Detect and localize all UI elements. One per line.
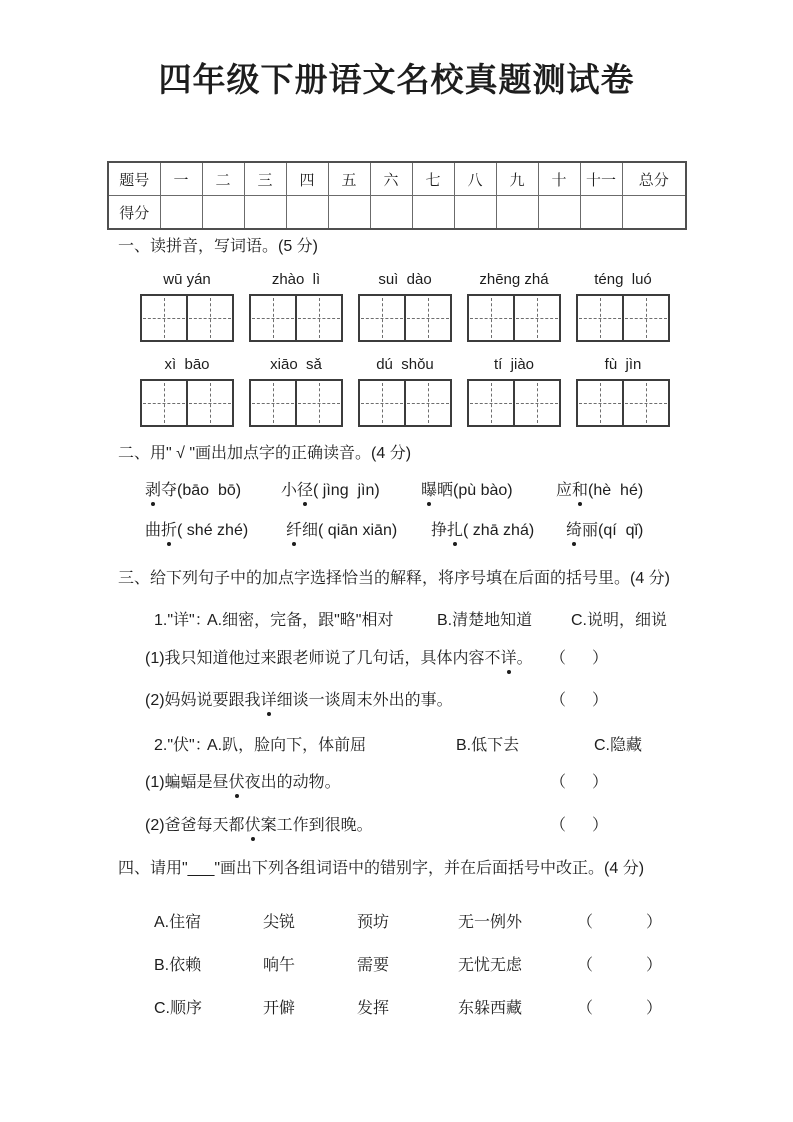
word: 开僻 [263, 1000, 296, 1017]
pronunciation-item [566, 521, 643, 541]
score-input-cell [454, 196, 496, 230]
text-segment: 细谈一谈周末外出的事。 [276, 692, 453, 709]
score-input-cell [202, 196, 244, 230]
answer-bracket-open: （ [577, 957, 594, 974]
writing-grid-box [249, 294, 343, 342]
writing-grid-cell [622, 381, 668, 425]
writing-grid-box [467, 294, 561, 342]
score-input-cell [328, 196, 370, 230]
writing-grid-box [140, 294, 234, 342]
section4-heading: 四、请用"___"画出下列各组词语中的错别字，并在后面括号中改正。(4 分) [118, 860, 645, 877]
score-input-cell [286, 196, 328, 230]
pinyin-word: téng luó [594, 271, 652, 288]
score-table-cell: 十一 [580, 162, 622, 196]
score-table-cell: 十 [538, 162, 580, 196]
pinyin-word: tí jiào [493, 356, 535, 373]
score-table-cell: 五 [328, 162, 370, 196]
text-segment: 夺 [161, 482, 178, 499]
word: 东躲西藏 [458, 1000, 523, 1017]
pronunciation-item [281, 481, 380, 501]
writing-grid-cell [142, 381, 186, 425]
answer-bracket-open: （ [550, 774, 567, 791]
reading-options: ( jìng jìn) [313, 482, 380, 499]
sentence [145, 816, 373, 836]
answer-bracket-open: （ [550, 650, 567, 667]
writing-grid-cell [360, 381, 404, 425]
writing-grid-cell [360, 296, 404, 340]
group1-option-a: A.细密，完备，跟"略"相对 [207, 612, 394, 629]
writing-grid-cell [251, 296, 295, 340]
score-input-cell [412, 196, 454, 230]
writing-grid-box [576, 294, 670, 342]
writing-grid-box [358, 379, 452, 427]
word-group-label: C.顺序 [154, 1000, 203, 1017]
writing-grid-cell [622, 296, 668, 340]
writing-grid-cell [513, 296, 559, 340]
text-segment: 细 [302, 522, 319, 539]
writing-grid-box [358, 294, 452, 342]
group1-option-c: C.说明，细说 [571, 612, 668, 629]
section1-heading: 一、读拼音，写词语。(5 分) [118, 238, 319, 255]
pronunciation-item [286, 521, 397, 541]
writing-grid-cell [186, 296, 232, 340]
score-input-cell [538, 196, 580, 230]
answer-bracket-open: （ [550, 817, 567, 834]
pronunciation-item [556, 481, 643, 501]
answer-bracket-open: （ [577, 1000, 594, 1017]
writing-grid-cell [469, 296, 513, 340]
reading-options: (hè hé) [588, 482, 644, 499]
score-input-cell [160, 196, 202, 230]
text-segment: 晒 [437, 482, 454, 499]
section2-heading: 二、用" √ "画出加点字的正确读音。(4 分) [118, 445, 412, 462]
score-table-cell: 二 [202, 162, 244, 196]
word: 无一例外 [458, 914, 523, 931]
score-input-cell [580, 196, 622, 230]
reading-options: (bāo bō) [177, 482, 242, 499]
answer-bracket-open: （ [577, 914, 594, 931]
score-table-cell: 九 [496, 162, 538, 196]
word-group-label: A.住宿 [154, 914, 202, 931]
writing-grid-cell [513, 381, 559, 425]
answer-bracket-close: ） [592, 817, 609, 834]
dotted-char: 径 [297, 482, 314, 499]
writing-grid-cell [295, 381, 341, 425]
pinyin-word: dú shǒu [376, 356, 434, 373]
word: 需要 [357, 957, 390, 974]
writing-grid-cell [469, 381, 513, 425]
sentence [145, 649, 533, 669]
writing-grid-box [140, 379, 234, 427]
group2-option-b: B.低下去 [456, 737, 520, 754]
dotted-char: 曝 [421, 482, 438, 499]
dotted-char: 纤 [286, 522, 303, 539]
pinyin-row-2 [140, 356, 670, 373]
pinyin-word: xiāo sǎ [270, 356, 322, 373]
score-table-cell: 得分 [108, 196, 160, 230]
score-table-cell: 题号 [108, 162, 160, 196]
writing-grid-cell [251, 381, 295, 425]
score-input-cell [244, 196, 286, 230]
word: 响午 [263, 957, 296, 974]
word: 尖锐 [263, 914, 296, 931]
pronunciation-item [421, 481, 513, 501]
text-segment: (2)爸爸每天都 [145, 817, 245, 834]
writing-grid-cell [186, 381, 232, 425]
answer-bracket-close: ） [646, 914, 663, 931]
pinyin-word: xì bāo [164, 356, 210, 373]
sentence [145, 773, 341, 793]
reading-options: (pù bào) [453, 482, 513, 499]
dotted-char: 详 [260, 692, 277, 709]
writing-grid-row-2 [140, 379, 670, 427]
group1-prompt: 1."详"： [154, 612, 211, 629]
text-segment: 案工作到很晚。 [260, 817, 373, 834]
writing-grid-cell [404, 381, 450, 425]
group2-prompt: 2."伏"： [154, 737, 211, 754]
pinyin-row-1 [140, 271, 670, 288]
answer-bracket-close: ） [592, 774, 609, 791]
sentence [145, 691, 453, 711]
writing-grid-cell [142, 296, 186, 340]
text-segment: (1)蝙蝠是昼 [145, 774, 229, 791]
score-table [107, 161, 687, 230]
dotted-char: 伏 [244, 817, 261, 834]
word: 发挥 [357, 1000, 390, 1017]
reading-options: (qí qǐ) [598, 522, 644, 539]
score-table-score-row [108, 196, 686, 230]
dotted-char: 伏 [228, 774, 245, 791]
dotted-char: 折 [161, 522, 178, 539]
dotted-char: 和 [572, 482, 589, 499]
answer-bracket-close: ） [646, 1000, 663, 1017]
text-segment: 应 [556, 482, 573, 499]
reading-options: ( shé zhé) [177, 522, 249, 539]
group1-option-b: B.清楚地知道 [437, 612, 533, 629]
word-group-label: B.依赖 [154, 957, 202, 974]
pronunciation-item [431, 521, 534, 541]
pinyin-word: zhēng zhá [479, 271, 549, 288]
text-segment: 丽 [582, 522, 599, 539]
text-segment: 挣 [431, 522, 448, 539]
score-table-cell: 六 [370, 162, 412, 196]
writing-grid-cell [578, 381, 622, 425]
score-input-cell [370, 196, 412, 230]
writing-grid-cell [578, 296, 622, 340]
dotted-char: 剥 [145, 482, 162, 499]
text-segment: 。 [516, 650, 533, 667]
score-input-cell [496, 196, 538, 230]
writing-grid-row-1 [140, 294, 670, 342]
reading-options: ( zhā zhá) [463, 522, 535, 539]
answer-bracket-close: ） [646, 957, 663, 974]
text-segment: 小 [281, 482, 298, 499]
word: 无忧无虑 [458, 957, 523, 974]
score-table-cell: 三 [244, 162, 286, 196]
answer-bracket-close: ） [592, 692, 609, 709]
group2-option-a: A.趴，脸向下，体前屈 [207, 737, 367, 754]
text-segment: (2)妈妈说要跟我 [145, 692, 261, 709]
text-segment: 曲 [145, 522, 162, 539]
answer-bracket-close: ） [592, 650, 609, 667]
score-table-cell: 七 [412, 162, 454, 196]
pinyin-word: wū yán [163, 271, 211, 288]
dotted-char: 扎 [447, 522, 464, 539]
pinyin-word: fù jìn [604, 356, 642, 373]
pinyin-word: suì dào [378, 271, 432, 288]
writing-grid-box [467, 379, 561, 427]
score-table-cell: 总分 [622, 162, 686, 196]
dotted-char: 详 [500, 650, 517, 667]
score-input-cell [622, 196, 686, 230]
text-segment: 夜出的动物。 [244, 774, 341, 791]
pinyin-word: zhào lì [271, 271, 321, 288]
dotted-char: 绮 [566, 522, 583, 539]
writing-grid-box [249, 379, 343, 427]
score-table-header-row [108, 162, 686, 196]
score-table-cell: 四 [286, 162, 328, 196]
pronunciation-item [145, 481, 241, 501]
text-segment: (1)我只知道他过来跟老师说了几句话，具体内容不 [145, 650, 501, 667]
section3-heading: 三、给下列句子中的加点字选择恰当的解释，将序号填在后面的括号里。(4 分) [118, 570, 671, 587]
pronunciation-item [145, 521, 248, 541]
page-title: 四年级下册语文名校真题测试卷 [158, 61, 635, 98]
score-table-cell: 一 [160, 162, 202, 196]
word: 预坊 [357, 914, 390, 931]
score-table-cell: 八 [454, 162, 496, 196]
reading-options: ( qiān xiān) [318, 522, 398, 539]
answer-bracket-open: （ [550, 692, 567, 709]
writing-grid-box [576, 379, 670, 427]
writing-grid-cell [295, 296, 341, 340]
writing-grid-cell [404, 296, 450, 340]
group2-option-c: C.隐藏 [594, 737, 643, 754]
